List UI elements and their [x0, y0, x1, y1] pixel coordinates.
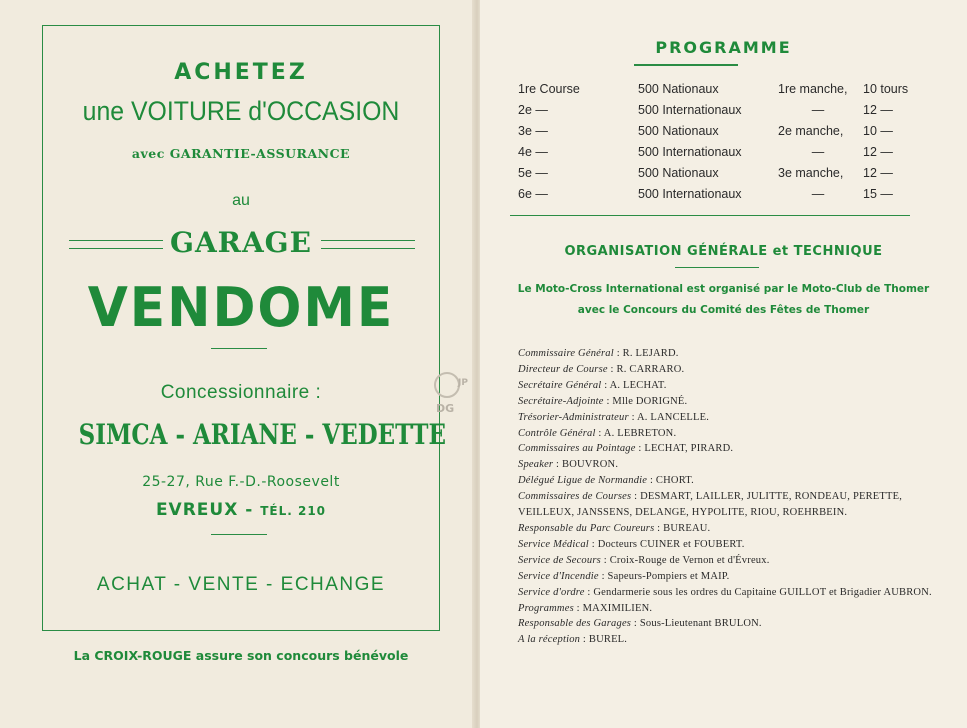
ad-subheadline: une VOITURE d'OCCASION — [82, 96, 400, 126]
race-heat: — — [811, 187, 825, 201]
left-page — [0, 0, 476, 728]
staff-names: Sapeurs-Pompiers et MAIP. — [607, 570, 730, 582]
garage-heading — [43, 226, 439, 266]
staff-names: BOUVRON. — [562, 459, 619, 471]
race-number: 5e — — [518, 166, 548, 180]
staff-role: Programmes — [518, 602, 574, 614]
race-laps: 12 — — [863, 103, 893, 117]
race-laps: 10 — — [863, 124, 893, 138]
staff-names: Docteurs CUINER et FOUBERT. — [597, 538, 745, 550]
programme-title: PROGRAMME — [655, 38, 792, 57]
staff-names: A. LECHAT. — [609, 379, 667, 391]
staff-role: Secrétaire-Adjointe — [518, 395, 604, 407]
race-category: 500 Internationaux — [638, 145, 742, 159]
staff-item: Service de Secours : Croix-Rouge de Vernon et d'Évreux. — [518, 554, 770, 566]
staff-names: BUREAU. — [663, 522, 711, 534]
concessionnaire-label: Concessionnaire : — [160, 382, 322, 403]
organisation-line-2: avec le Concours du Comité des Fêtes de Thomer — [577, 304, 870, 316]
ad-au: au — [232, 192, 250, 209]
staff-names: Croix-Rouge de Vernon et d'Évreux. — [609, 554, 770, 566]
organisation-line-1: Le Moto-Cross International est organisé par le Moto-Club de Thomer — [517, 283, 930, 295]
staff-role: Commissaires de Courses — [518, 491, 632, 503]
staff-item: Service Médical : Docteurs CUINER et FOUBERT. — [518, 538, 745, 550]
watermark-stamp — [432, 370, 484, 420]
race-category: 500 Nationaux — [638, 124, 719, 138]
staff-role: Service Médical — [518, 538, 589, 550]
staff-names: MAXIMILIEN. — [582, 602, 653, 614]
stamp-text: DG — [436, 402, 455, 415]
staff-item: Secrétaire Général : A. LECHAT. — [518, 379, 667, 391]
staff-role: A la réception — [518, 634, 581, 646]
garage-word: GARAGE — [170, 226, 312, 259]
staff-role: Speaker — [518, 459, 554, 471]
garage-name: VENDOME — [87, 276, 395, 339]
staff-role: Service d'Incendie — [518, 570, 599, 582]
staff-role: Secrétaire Général — [518, 379, 602, 391]
race-category: 500 Internationaux — [638, 103, 742, 117]
race-number: 3e — — [518, 124, 548, 138]
race-heat: — — [811, 145, 825, 159]
ad-headline: ACHETEZ — [174, 60, 308, 85]
programme-title-rule — [634, 64, 738, 66]
race-number: 1re Course — [518, 82, 580, 96]
staff-names: Gendarmerie sous les ordres du Capitaine GUILLOT et Brigadier AUBRON. — [593, 586, 932, 598]
programme-divider — [510, 215, 910, 216]
staff-list — [518, 346, 948, 648]
stamp-initials: JP — [458, 378, 468, 388]
staff-names: A. LEBRETON. — [603, 427, 677, 439]
staff-item: Directeur de Course : R. CARRARO. — [518, 363, 685, 375]
staff-names: BUREL. — [588, 634, 628, 646]
race-heat: 3e manche, — [778, 166, 844, 180]
race-category: 500 Nationaux — [638, 166, 719, 180]
race-category: 500 Nationaux — [638, 82, 719, 96]
staff-item: Commissaire Général : R. LEJARD. — [518, 348, 679, 359]
staff-names: LECHAT, PIRARD. — [644, 443, 734, 455]
race-laps: 12 — — [863, 166, 893, 180]
staff-names: DESMART, LAILLER, JULITTE, RONDEAU, PERETTE, VEILLEUX, JANSSENS, DELANGE, HYPOLITE, RIOU, ROEHRBEIN. — [518, 491, 903, 519]
race-laps: 10 tours — [863, 82, 909, 96]
race-number: 6e — — [518, 187, 548, 201]
race-number: 4e — — [518, 145, 548, 159]
services-line: ACHAT - VENTE - ECHANGE — [96, 574, 386, 595]
staff-item: Commissaires de Courses : DESMART, LAILLER, JULITTE, RONDEAU, PERETTE, VEILLEUX, JANSSENS, DELANGE, HYPOLITE, RIOU, ROEHRBEIN. — [518, 491, 903, 519]
staff-role: Service d'ordre — [518, 586, 585, 598]
staff-item: Commissaires au Pointage : LECHAT, PIRARD. — [518, 443, 734, 455]
staff-role: Commissaires au Pointage — [518, 443, 636, 455]
staff-item: Responsable du Parc Coureurs : BUREAU. — [518, 522, 711, 534]
staff-role: Responsable des Garages — [518, 618, 632, 630]
staff-role: Service de Secours — [518, 554, 601, 566]
staff-item: Secrétaire-Adjointe : Mlle DORIGNÉ. — [518, 395, 688, 407]
city: EVREUX - — [155, 500, 254, 520]
right-page — [480, 0, 967, 728]
address: 25-27, Rue F.-D.-Roosevelt — [142, 474, 340, 490]
phone: TÉL. 210 — [260, 504, 327, 518]
staff-item: Trésorier-Administrateur : A. LANCELLE. — [518, 411, 710, 423]
race-heat: 1re manche, — [778, 82, 848, 96]
staff-names: CHORT. — [655, 475, 694, 487]
staff-names: R. CARRARO. — [616, 363, 685, 375]
staff-names: Mlle DORIGNÉ. — [612, 395, 688, 407]
staff-item: Programmes : MAXIMILIEN. — [518, 602, 653, 614]
staff-role: Responsable du Parc Coureurs — [518, 522, 655, 534]
race-laps: 12 — — [863, 145, 893, 159]
address-underline — [211, 534, 267, 535]
race-heat: — — [811, 103, 825, 117]
name-underline — [211, 348, 267, 349]
staff-names: A. LANCELLE. — [636, 411, 710, 423]
race-number: 2e — — [518, 103, 548, 117]
organisation-title: ORGANISATION GÉNÉRALE et TECHNIQUE — [564, 244, 883, 259]
staff-names: R. LEJARD. — [622, 348, 679, 359]
brand-list: SIMCA - ARIANE - VEDETTE — [78, 418, 447, 451]
organisation-title-rule — [675, 267, 759, 268]
staff-role: Contrôle Général — [518, 427, 596, 439]
staff-item: Responsable des Garages : Sous-Lieutenant BRULON. — [518, 618, 762, 630]
staff-names: Sous-Lieutenant BRULON. — [639, 618, 762, 630]
race-heat: 2e manche, — [778, 124, 844, 138]
staff-role: Commissaire Général — [518, 348, 614, 359]
staff-item: Service d'ordre : Gendarmerie sous les ordres du Capitaine GUILLOT et Brigadier AUBRON. — [518, 586, 932, 598]
race-laps: 15 — — [863, 187, 893, 201]
staff-role: Trésorier-Administrateur — [518, 411, 629, 423]
red-cross-footer: La CROIX-ROUGE assure son concours bénévole — [73, 648, 409, 663]
staff-role: Directeur de Course — [518, 363, 608, 375]
stamp-ring-icon — [434, 372, 460, 398]
staff-item: Service d'Incendie : Sapeurs-Pompiers et MAIP. — [518, 570, 730, 582]
city-phone — [43, 500, 439, 520]
staff-item: Speaker : BOUVRON. — [518, 459, 619, 471]
staff-role: Délégué Ligue de Normandie — [518, 475, 648, 487]
ad-guarantee: avec GARANTIE-ASSURANCE — [131, 146, 351, 161]
staff-item: Contrôle Général : A. LEBRETON. — [518, 427, 677, 439]
staff-item: Délégué Ligue de Normandie : CHORT. — [518, 475, 694, 487]
staff-item: A la réception : BUREL. — [518, 634, 628, 646]
race-category: 500 Internationaux — [638, 187, 742, 201]
